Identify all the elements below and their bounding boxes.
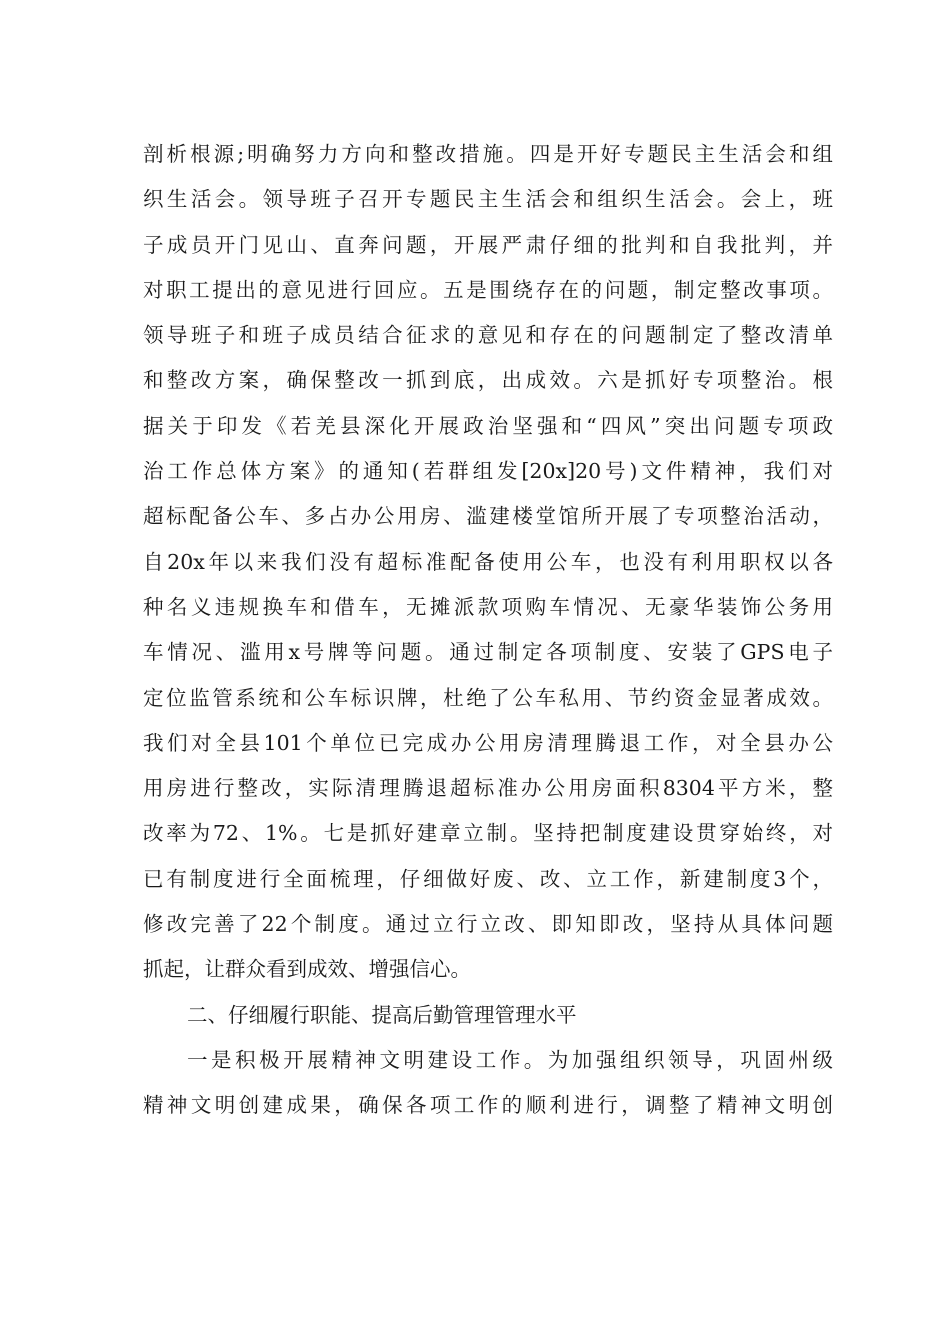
text-line: 织生活会。领导班子召开专题民主生活会和组织生活会。会上，班	[143, 187, 833, 212]
text-line: 已有制度进行全面梳理，仔细做好废、改、立工作，新建制度3个，	[143, 866, 833, 891]
text-line: 自20x年以来我们没有超标准配备使用公车，也没有利用职权以各	[143, 549, 833, 574]
text-line: 子成员开门见山、直奔问题，开展严肃仔细的批判和自我批判，并	[143, 232, 833, 257]
text-line: 治工作总体方案》的通知(若群组发[20x]20号)文件精神，我们对	[143, 459, 833, 484]
text-line: 和整改方案，确保整改一抓到底，出成效。六是抓好专项整治。根	[143, 368, 833, 393]
text-line: 车情况、滥用x号牌等问题。通过制定各项制度、安装了GPS电子	[143, 640, 833, 665]
text-line: 种名义违规换车和借车，无摊派款项购车情况、无豪华装饰公务用	[143, 594, 833, 619]
body-text	[143, 132, 833, 1129]
section-heading: 二、仔细履行职能、提高后勤管理管理水平	[187, 1002, 577, 1027]
text-line: 定位监管系统和公车标识牌，杜绝了公车私用、节约资金显著成效。	[143, 685, 833, 710]
text-line: 精神文明创建成果，确保各项工作的顺利进行，调整了精神文明创	[143, 1093, 833, 1118]
text-line: 抓起，让群众看到成效、增强信心。	[143, 957, 471, 982]
text-line: 改率为72、1%。七是抓好建章立制。坚持把制度建设贯穿始终，对	[143, 821, 833, 846]
text-line: 一是积极开展精神文明建设工作。为加强组织领导，巩固州级	[187, 1047, 833, 1072]
text-line: 我们对全县101个单位已完成办公用房清理腾退工作，对全县办公	[143, 730, 833, 755]
text-line: 超标配备公车、多占办公用房、滥建楼堂馆所开展了专项整治活动，	[143, 504, 833, 529]
text-line: 剖析根源;明确努力方向和整改措施。四是开好专题民主生活会和组	[143, 142, 833, 166]
text-line: 领导班子和班子成员结合征求的意见和存在的问题制定了整改清单	[143, 323, 833, 348]
text-line: 据关于印发《若羌县深化开展政治坚强和“四风”突出问题专项政	[143, 413, 833, 438]
text-line: 用房进行整改，实际清理腾退超标准办公用房面积8304平方米，整	[143, 776, 833, 801]
text-line: 修改完善了22个制度。通过立行立改、即知即改，坚持从具体问题	[143, 912, 833, 937]
text-line: 对职工提出的意见进行回应。五是围绕存在的问题，制定整改事项。	[143, 277, 833, 302]
